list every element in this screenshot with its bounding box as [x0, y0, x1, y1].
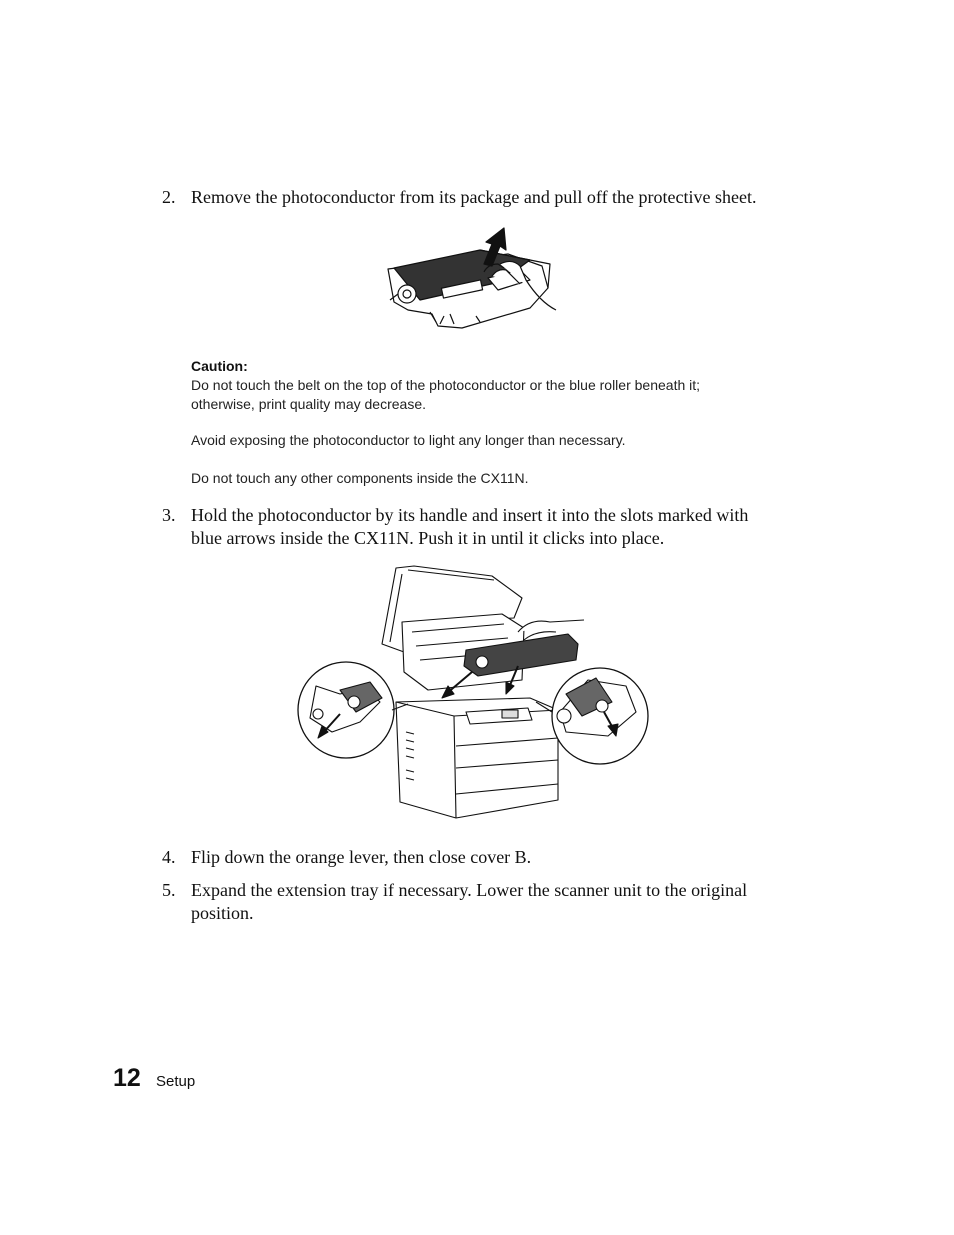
- step-text: Expand the extension tray if necessary. Lower the scanner unit to the original position.: [191, 880, 748, 923]
- page-number: 12: [113, 1064, 141, 1092]
- caution-heading: Caution:: [191, 358, 248, 374]
- caution-paragraph: Do not touch any other components inside the CX11N.: [191, 470, 529, 486]
- step-number: 3.: [162, 505, 176, 525]
- step-number: 2.: [162, 187, 176, 207]
- step-number: 5.: [162, 880, 176, 900]
- step-text: Flip down the orange lever, then close cover B.: [191, 847, 532, 867]
- caution-note: [191, 357, 761, 488]
- section-label: Setup: [156, 1073, 196, 1090]
- step-text: Remove the photoconductor from its package and pull off the protective sheet.: [191, 187, 757, 207]
- caution-paragraph: Avoid exposing the photoconductor to light any longer than necessary.: [191, 432, 626, 448]
- photoconductor-illustration: [380, 224, 560, 334]
- step-text: Hold the photoconductor by its handle and insert it into the slots marked with blue arrows inside the CX11N. Push it in until it clicks into place.: [191, 505, 749, 548]
- caution-paragraph: Do not touch the belt on the top of the photoconductor or the blue roller beneath it; otherwise, print quality may decrease.: [191, 377, 701, 412]
- printer-insertion-illustration: [296, 562, 650, 824]
- step-number: 4.: [162, 847, 176, 867]
